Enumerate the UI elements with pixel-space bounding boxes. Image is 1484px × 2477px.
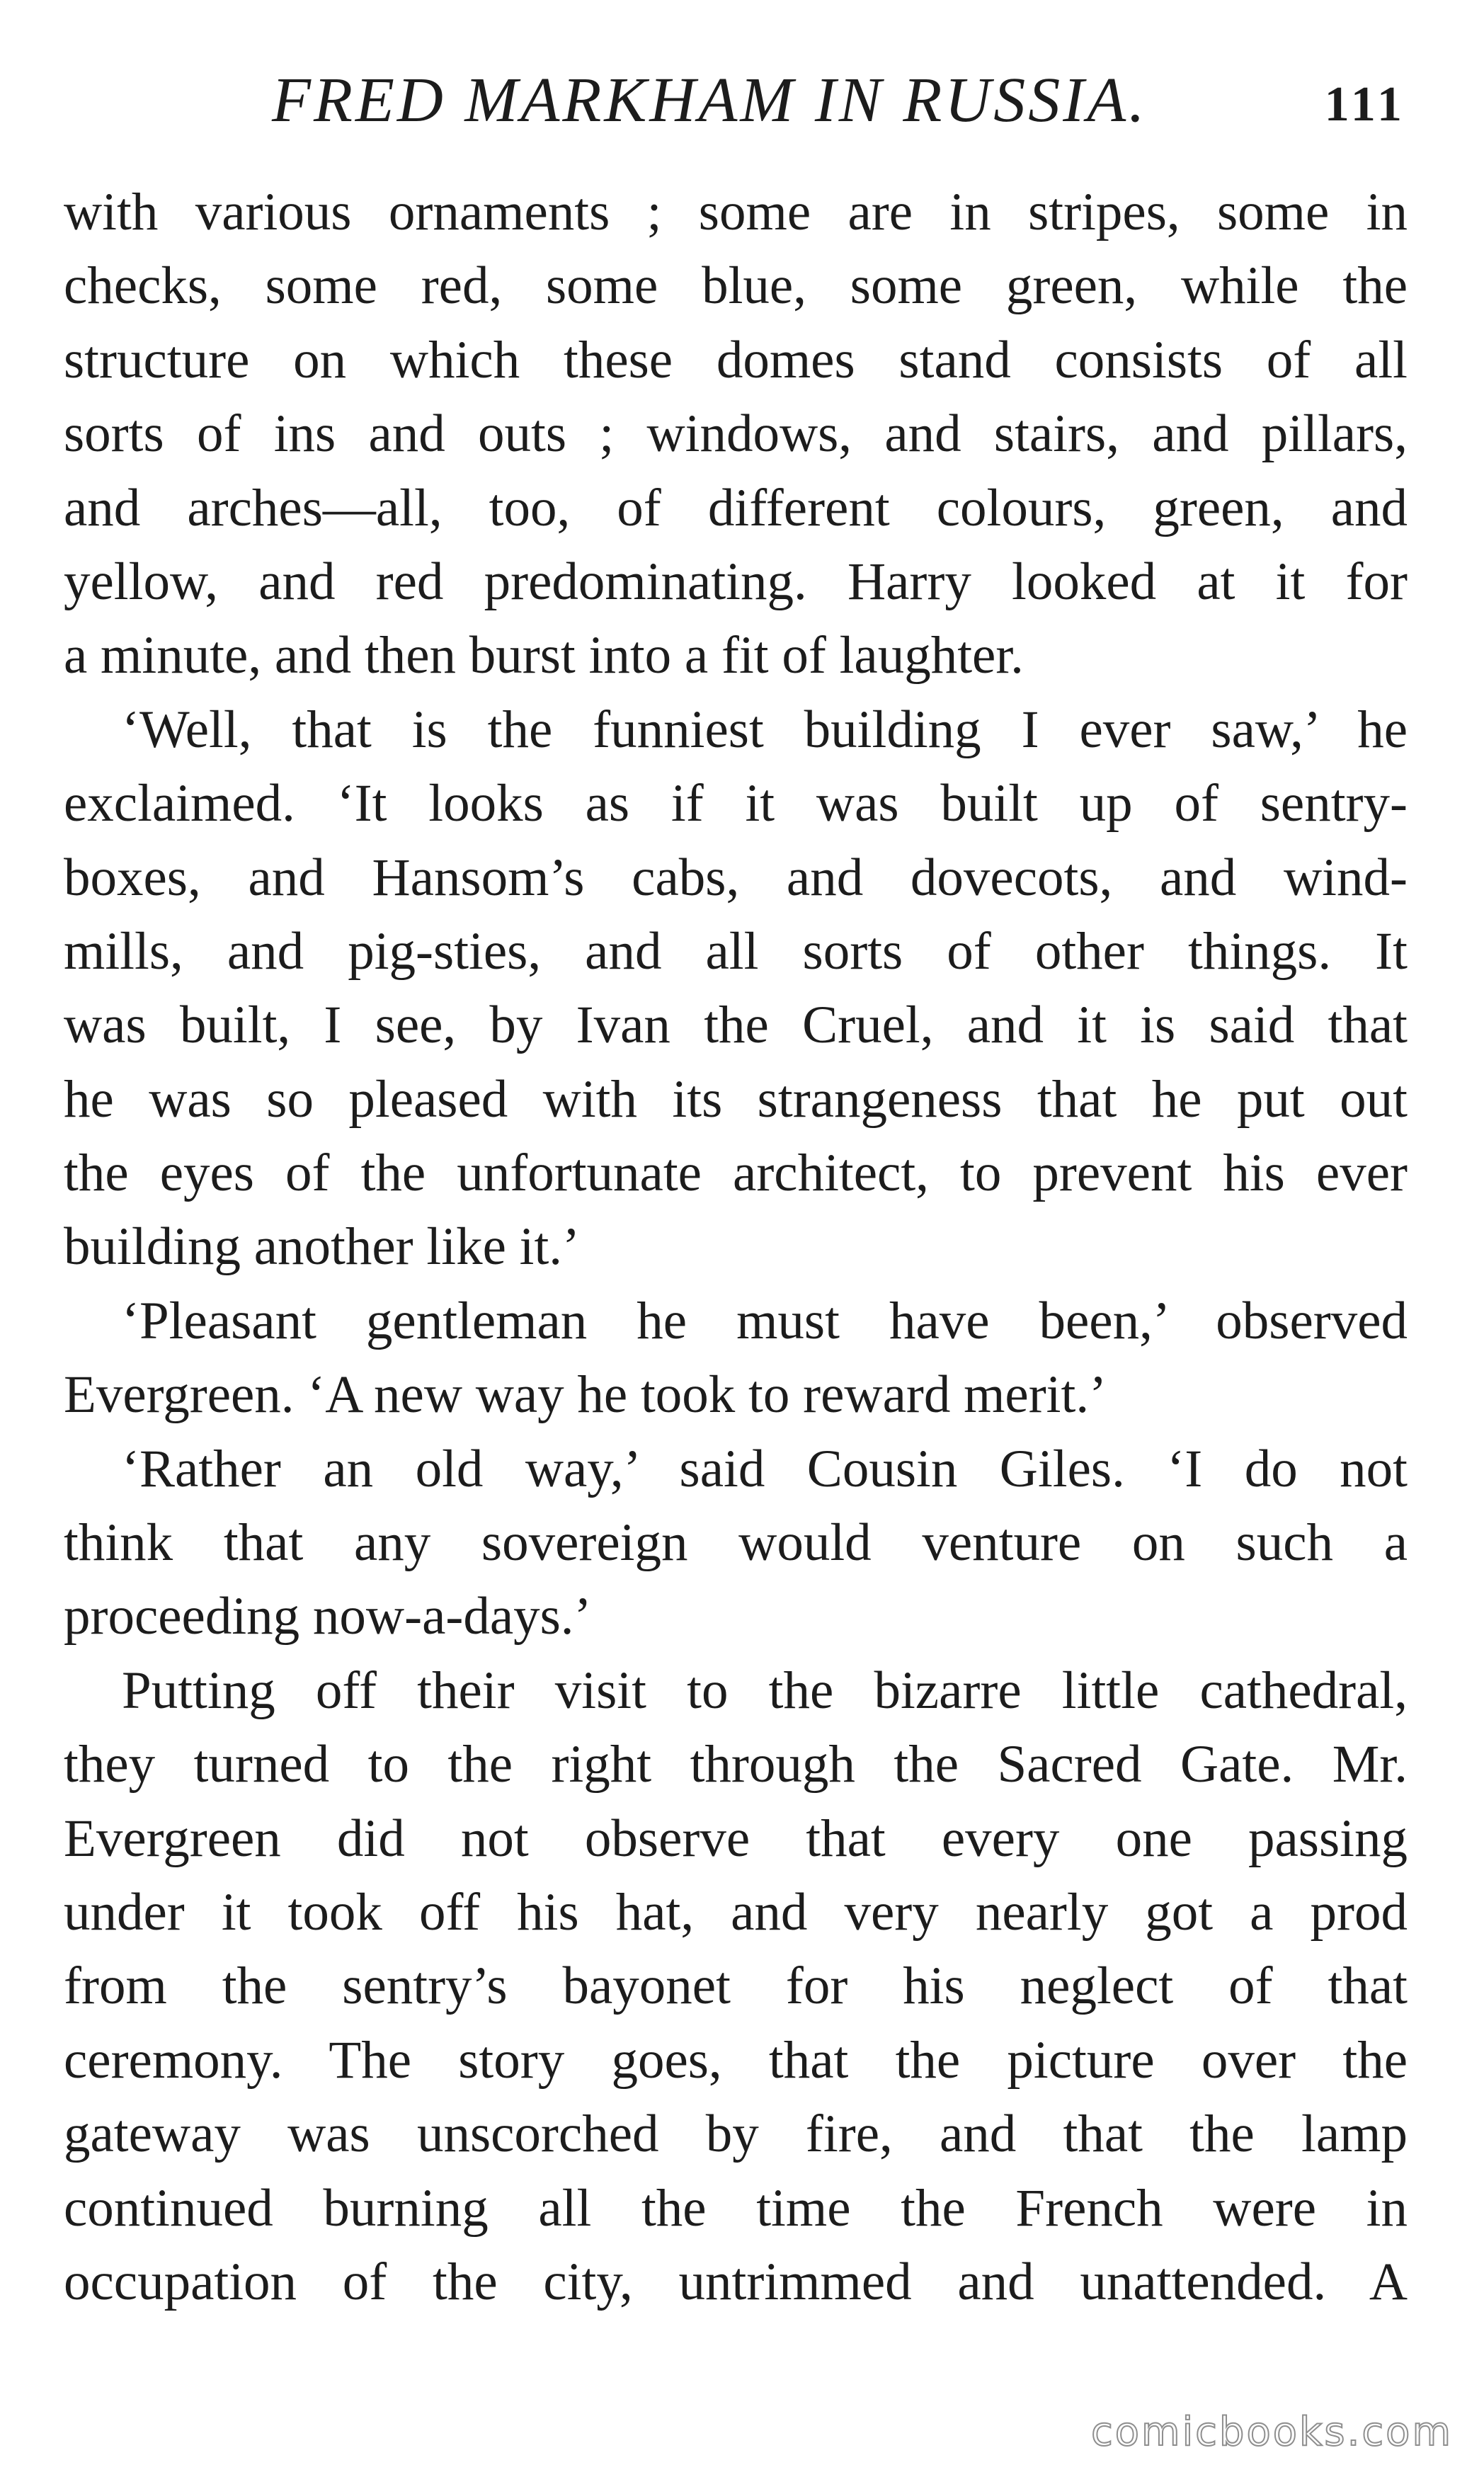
running-header — [64, 58, 1427, 143]
text-line: Evergreen did not observe that every one passing — [64, 1809, 1408, 1868]
watermark: comicbooks.com — [1090, 2409, 1453, 2455]
text-line: the eyes of the unfortunate architect, to prevent his ever — [64, 1144, 1408, 1203]
text-line: mills, and pig-sties, and all sorts of other things. It — [64, 921, 1408, 981]
text-line: they turned to the right through the Sacred Gate. Mr. — [64, 1735, 1408, 1794]
page-number: 111 — [1324, 77, 1406, 132]
text-line: yellow, and red predominating. Harry looked at it for — [64, 552, 1408, 611]
text-line: was built, I see, by Ivan the Cruel, and it is said that — [64, 996, 1408, 1055]
text-line: exclaimed. ‘It looks as if it was built up of sentry- — [64, 774, 1408, 833]
text-line: sorts of ins and outs ; windows, and stairs, and pillars, — [64, 404, 1408, 464]
text-line: he was so pleased with its strangeness that he put out — [64, 1069, 1408, 1129]
text-line: under it took off his hat, and very nearly got a prod — [64, 1882, 1408, 1942]
text-line: a minute, and then burst into a fit of laughter. — [64, 626, 1024, 685]
text-line: ceremony. The story goes, that the picture over the — [64, 2030, 1408, 2090]
text-line: building another like it.’ — [64, 1217, 581, 1277]
text-line: from the sentry’s bayonet for his neglect of that — [64, 1957, 1408, 2016]
text-line: and arches—all, too, of different colours, green, and — [64, 478, 1408, 537]
text-line: boxes, and Hansom’s cabs, and dovecots, and wind- — [64, 848, 1408, 907]
text-line: occupation of the city, untrimmed and unattended. A — [64, 2252, 1408, 2311]
text-line: proceeding now-a-days.’ — [64, 1587, 592, 1646]
text-line: continued burning all the time the French were in — [64, 2178, 1408, 2238]
text-line: Evergreen. ‘A new way he took to reward merit.’ — [64, 1365, 1107, 1425]
text-line: gateway was unscorched by fire, and that the lamp — [64, 2105, 1408, 2164]
text-line: ‘Well, that is the funniest building I ever saw,’ he — [122, 700, 1408, 759]
text-line: with various ornaments ; some are in stripes, some in — [64, 183, 1408, 241]
running-title: FRED MARKHAM IN RUSSIA. — [272, 65, 1148, 135]
text-line: checks, some red, some blue, some green, while the — [64, 256, 1408, 316]
text-line: ‘Rather an old way,’ said Cousin Giles. ‘I do not — [122, 1439, 1408, 1498]
text-line: structure on which these domes stand consists of all — [64, 330, 1408, 389]
text-line: Putting off their visit to the bizarre little cathedral, — [122, 1661, 1408, 1720]
text-line: ‘Pleasant gentleman he must have been,’ observed — [122, 1291, 1408, 1350]
body-text — [64, 176, 1408, 2319]
text-line: think that any sovereign would venture on such a — [64, 1513, 1408, 1573]
